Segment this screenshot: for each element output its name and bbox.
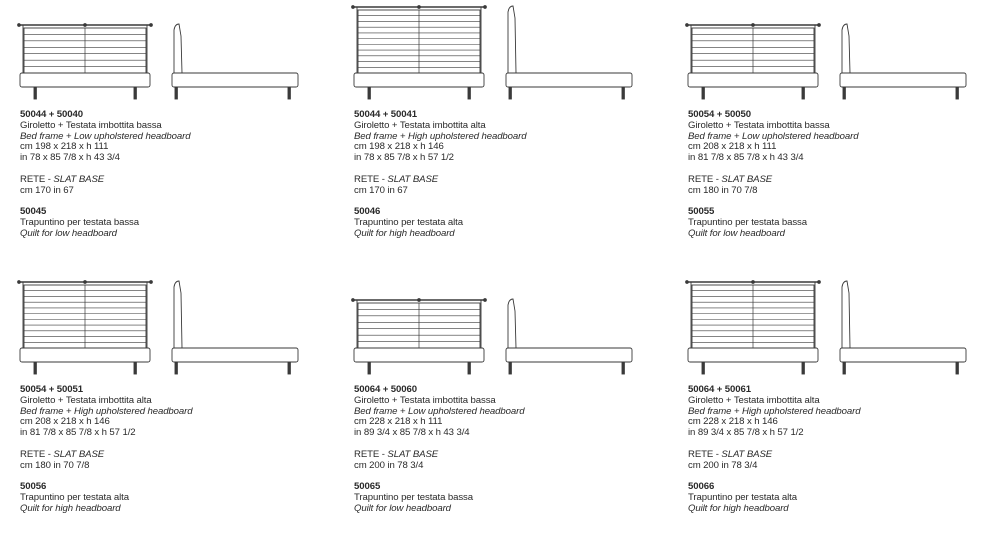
dimensions-inches: in 81 7/8 x 85 7/8 x h 43 3/4 <box>688 152 804 164</box>
leg-right <box>134 87 136 99</box>
description-english: Bed frame + High upholstered headboard <box>354 130 527 142</box>
rail-end-left <box>686 24 689 27</box>
bed-drawings-svg <box>20 0 320 110</box>
quilt-description-italian: Trapuntino per testata bassa <box>688 216 807 228</box>
bed-base-front <box>354 348 484 362</box>
product-info <box>354 385 654 515</box>
bed-drawings <box>354 0 654 110</box>
product-card <box>688 275 988 537</box>
side-leg-head <box>843 362 845 374</box>
product-card <box>688 0 988 262</box>
headboard-side-profile <box>174 24 182 73</box>
slat-base-size: cm 170 in 67 <box>20 184 74 196</box>
headboard-side-profile <box>842 281 850 348</box>
bed-drawings <box>20 275 320 385</box>
slat-base-size: cm 180 in 70 7/8 <box>20 459 90 471</box>
description-italian: Giroletto + Testata imbottita alta <box>688 394 820 406</box>
product-info <box>20 110 320 240</box>
leg-right <box>468 362 470 374</box>
front-view <box>686 281 821 374</box>
bed-base-front <box>20 73 150 87</box>
rail-end-right <box>484 6 487 9</box>
leg-right <box>802 87 804 99</box>
bed-base-side <box>506 73 632 87</box>
quilt-code: 50055 <box>688 206 715 218</box>
headboard-side-profile <box>508 6 516 73</box>
quilt-code: 50046 <box>354 206 381 218</box>
description-italian: Giroletto + Testata imbottita alta <box>20 394 152 406</box>
headboard-side-profile <box>508 299 516 348</box>
leg-right <box>802 362 804 374</box>
product-info <box>354 110 654 240</box>
side-view <box>172 24 298 99</box>
rail-end-left <box>686 281 689 284</box>
description-italian: Giroletto + Testata imbottita alta <box>354 119 486 131</box>
dimensions-cm: cm 198 x 218 x h 146 <box>354 141 444 153</box>
side-leg-foot <box>622 362 624 374</box>
leg-left <box>702 362 704 374</box>
combo-code: 50064 + 50060 <box>354 384 417 395</box>
product-card <box>354 0 654 262</box>
bed-drawings-svg <box>354 0 654 110</box>
quilt-description-english: Quilt for low headboard <box>20 227 117 239</box>
combo-code: 50064 + 50061 <box>688 384 751 395</box>
description-english: Bed frame + Low upholstered headboard <box>20 130 191 142</box>
quilt-code: 50045 <box>20 206 47 218</box>
combo-code: 50054 + 50051 <box>20 384 83 395</box>
quilt-description-italian: Trapuntino per testata alta <box>354 216 463 228</box>
dimensions-cm: cm 198 x 218 x h 111 <box>20 141 109 153</box>
dimensions-cm: cm 208 x 218 x h 146 <box>20 416 110 428</box>
leg-left <box>702 87 704 99</box>
bed-drawings-svg <box>354 275 654 385</box>
leg-right <box>134 362 136 374</box>
bed-base-side <box>172 348 298 362</box>
slat-base-label: RETE - SLAT BASE <box>688 448 773 460</box>
combo-code: 50044 + 50041 <box>354 109 417 120</box>
product-card <box>354 275 654 537</box>
side-view <box>840 281 966 374</box>
bed-base-front <box>688 348 818 362</box>
bed-base-front <box>688 73 818 87</box>
quilt-code: 50065 <box>354 481 381 493</box>
headboard-side-profile <box>842 24 850 73</box>
bed-drawings-svg <box>688 275 988 385</box>
rail-center-knob <box>418 299 421 302</box>
quilt-description-italian: Trapuntino per testata alta <box>688 491 797 503</box>
rail-end-left <box>18 24 21 27</box>
bed-base-front <box>20 348 150 362</box>
quilt-description-italian: Trapuntino per testata alta <box>20 491 129 503</box>
rail-end-right <box>818 24 821 27</box>
rail-center-knob <box>752 24 755 27</box>
description-italian: Giroletto + Testata imbottita bassa <box>354 394 496 406</box>
rail-end-left <box>352 6 355 9</box>
leg-left <box>34 362 36 374</box>
dimensions-cm: cm 208 x 218 x h 111 <box>688 141 777 153</box>
front-view <box>352 299 487 374</box>
description-italian: Giroletto + Testata imbottita bassa <box>688 119 830 131</box>
product-info <box>688 385 988 515</box>
side-leg-foot <box>622 87 624 99</box>
bed-base-front <box>354 73 484 87</box>
rail-end-left <box>18 281 21 284</box>
slat-base-label: RETE - SLAT BASE <box>20 448 105 460</box>
product-card <box>20 0 320 262</box>
leg-left <box>34 87 36 99</box>
rail-end-right <box>150 24 153 27</box>
bed-drawings <box>20 0 320 110</box>
leg-left <box>368 87 370 99</box>
dimensions-cm: cm 228 x 218 x h 146 <box>688 416 778 428</box>
front-view <box>352 6 487 99</box>
dimensions-inches: in 81 7/8 x 85 7/8 x h 57 1/2 <box>20 427 136 439</box>
dimensions-inches: in 89 3/4 x 85 7/8 x h 43 3/4 <box>354 427 470 439</box>
side-leg-head <box>843 87 845 99</box>
combo-code: 50054 + 50050 <box>688 109 751 120</box>
slat-base-label: RETE - SLAT BASE <box>688 173 773 185</box>
quilt-description-english: Quilt for high headboard <box>354 227 455 239</box>
side-leg-foot <box>288 362 290 374</box>
dimensions-inches: in 78 x 85 7/8 x h 43 3/4 <box>20 152 120 164</box>
slat-base-label: RETE - SLAT BASE <box>354 448 439 460</box>
bed-base-side <box>506 348 632 362</box>
description-english: Bed frame + Low upholstered headboard <box>688 130 859 142</box>
side-leg-head <box>509 87 511 99</box>
leg-left <box>368 362 370 374</box>
headboard-side-profile <box>174 281 182 348</box>
rail-center-knob <box>84 281 87 284</box>
quilt-code: 50056 <box>20 481 47 493</box>
bed-base-side <box>172 73 298 87</box>
product-info <box>20 385 320 515</box>
bed-base-side <box>840 73 966 87</box>
slat-base-label: RETE - SLAT BASE <box>20 173 105 185</box>
rail-center-knob <box>418 6 421 9</box>
quilt-description-italian: Trapuntino per testata bassa <box>354 491 473 503</box>
slat-base-size: cm 200 in 78 3/4 <box>354 459 424 471</box>
side-leg-foot <box>956 87 958 99</box>
rail-end-right <box>484 299 487 302</box>
slat-base-size: cm 180 in 70 7/8 <box>688 184 758 196</box>
front-view <box>18 24 153 99</box>
bed-drawings <box>688 275 988 385</box>
front-view <box>686 24 821 99</box>
description-english: Bed frame + Low upholstered headboard <box>354 405 525 417</box>
description-english: Bed frame + High upholstered headboard <box>688 405 861 417</box>
front-view <box>18 281 153 374</box>
slat-base-size: cm 200 in 78 3/4 <box>688 459 758 471</box>
side-leg-foot <box>956 362 958 374</box>
side-leg-head <box>175 87 177 99</box>
bed-drawings-svg <box>688 0 988 110</box>
side-leg-head <box>175 362 177 374</box>
dimensions-inches: in 78 x 85 7/8 x h 57 1/2 <box>354 152 454 164</box>
quilt-description-english: Quilt for high headboard <box>20 502 121 514</box>
bed-base-side <box>840 348 966 362</box>
bed-drawings <box>688 0 988 110</box>
rail-center-knob <box>752 281 755 284</box>
rail-end-right <box>150 281 153 284</box>
product-info <box>688 110 988 240</box>
rail-center-knob <box>84 24 87 27</box>
side-view <box>840 24 966 99</box>
dimensions-inches: in 89 3/4 x 85 7/8 x h 57 1/2 <box>688 427 804 439</box>
description-italian: Giroletto + Testata imbottita bassa <box>20 119 162 131</box>
combo-code: 50044 + 50040 <box>20 109 83 120</box>
bed-drawings-svg <box>20 275 320 385</box>
side-leg-foot <box>288 87 290 99</box>
quilt-code: 50066 <box>688 481 715 493</box>
side-view <box>506 6 632 99</box>
side-leg-head <box>509 362 511 374</box>
rail-end-right <box>818 281 821 284</box>
rail-end-left <box>352 299 355 302</box>
side-view <box>172 281 298 374</box>
leg-right <box>468 87 470 99</box>
bed-drawings <box>354 275 654 385</box>
slat-base-size: cm 170 in 67 <box>354 184 408 196</box>
side-view <box>506 299 632 374</box>
quilt-description-italian: Trapuntino per testata bassa <box>20 216 139 228</box>
dimensions-cm: cm 228 x 218 x h 111 <box>354 416 443 428</box>
quilt-description-english: Quilt for high headboard <box>688 502 789 514</box>
slat-base-label: RETE - SLAT BASE <box>354 173 439 185</box>
quilt-description-english: Quilt for low headboard <box>354 502 451 514</box>
quilt-description-english: Quilt for low headboard <box>688 227 785 239</box>
description-english: Bed frame + High upholstered headboard <box>20 405 193 417</box>
product-card <box>20 275 320 537</box>
